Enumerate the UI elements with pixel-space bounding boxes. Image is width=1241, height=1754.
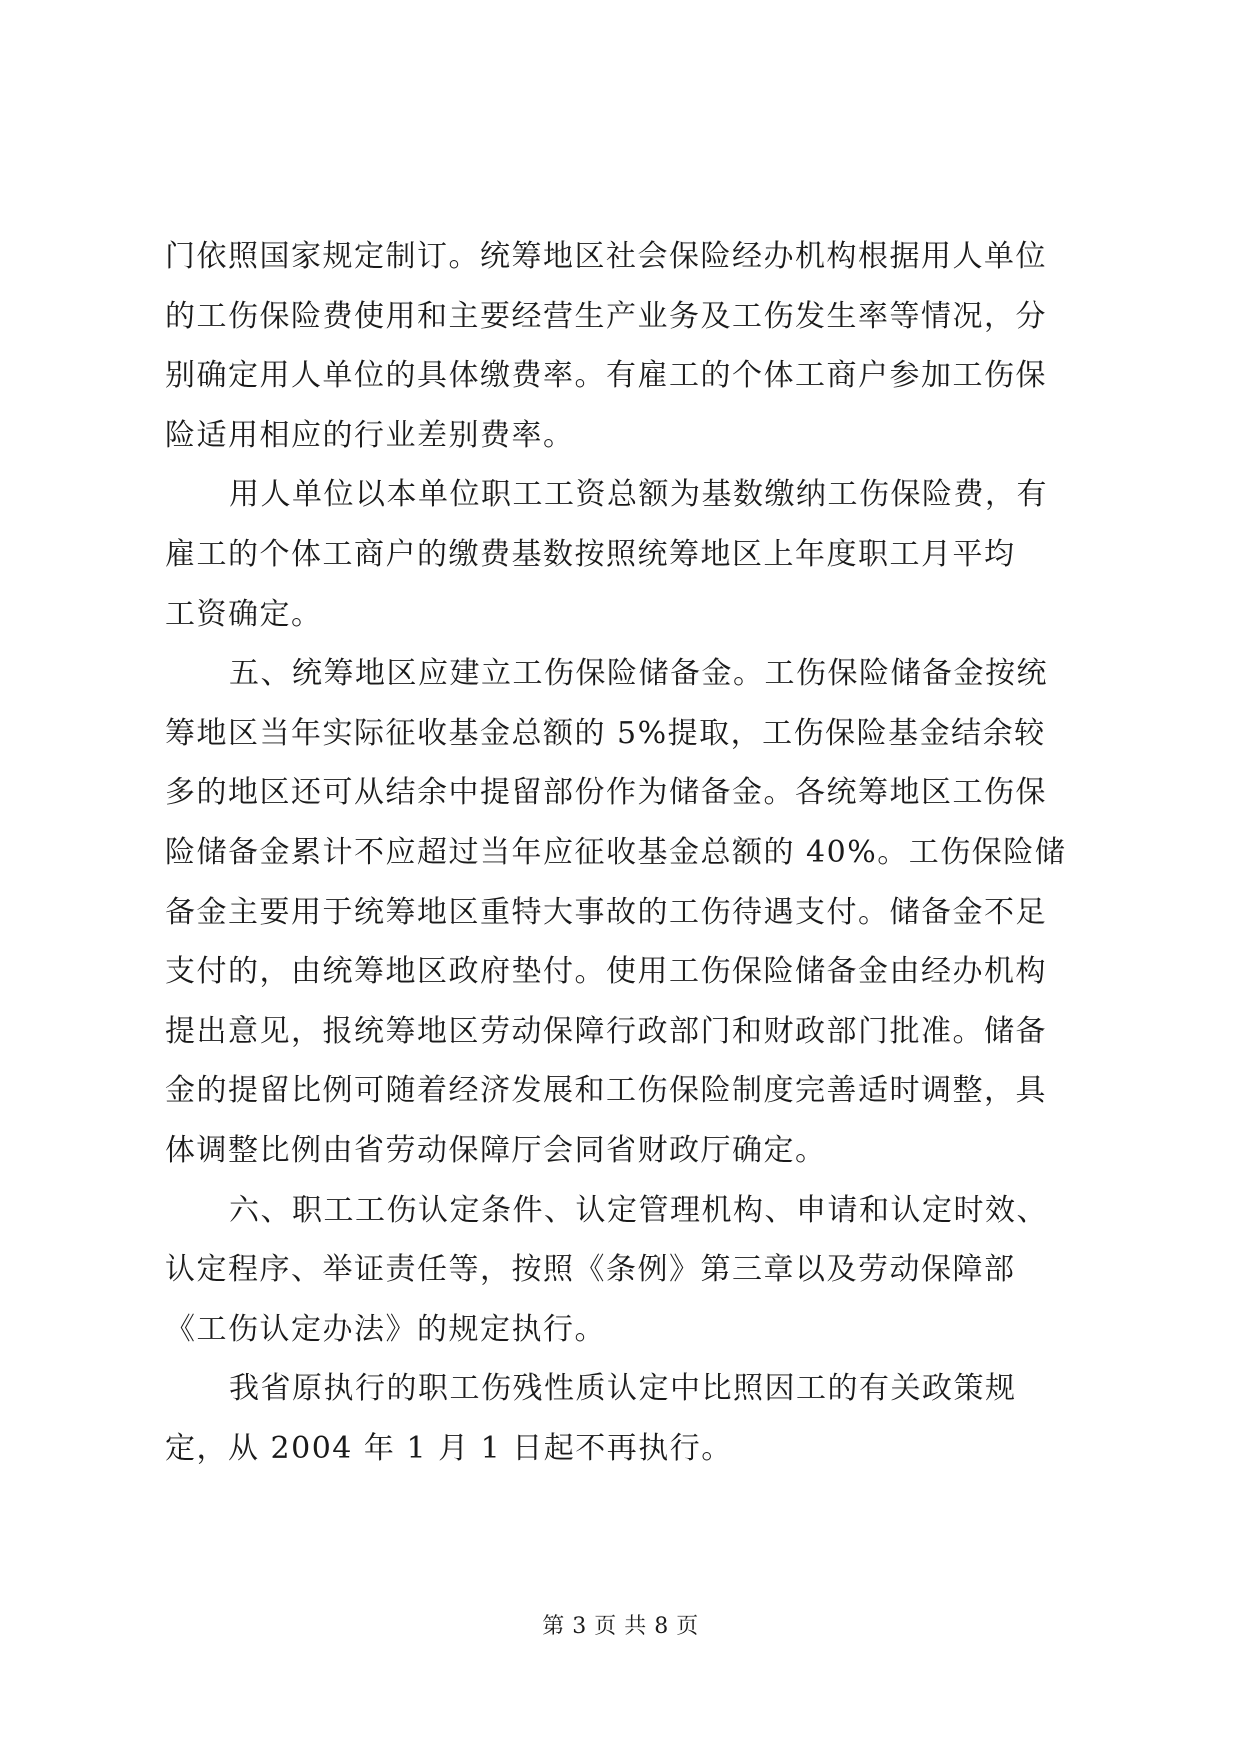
text-line: 的工伤保险费使用和主要经营生产业务及工伤发生率等情况，分	[165, 298, 1047, 334]
page-number-footer: 第 3 页 共 8 页	[542, 1614, 699, 1639]
text-line: 金的提留比例可随着经济发展和工伤保险制度完善适时调整，具	[165, 1073, 1047, 1109]
text-line: 五、统筹地区应建立工伤保险储备金。工伤保险储备金按统	[229, 656, 1048, 692]
text-line: 定，从 2004 年 1 月 1 日起不再执行。	[165, 1430, 733, 1466]
body-text	[165, 227, 1075, 1478]
text-line: 备金主要用于统筹地区重特大事故的工伤待遇支付。储备金不足	[165, 894, 1047, 930]
text-line: 工资确定。	[165, 596, 323, 632]
text-line: 体调整比例由省劳动保障厅会同省财政厅确定。	[165, 1132, 827, 1168]
paragraph-rate-determination	[165, 227, 1075, 465]
text-line: 险适用相应的行业差别费率。	[165, 417, 575, 453]
text-line: 门依照国家规定制订。统筹地区社会保险经办机构根据用人单位	[165, 239, 1047, 274]
paragraph-policy-repeal	[165, 1359, 1075, 1478]
text-line: 雇工的个体工商户的缴费基数按照统筹地区上年度职工月平均	[165, 536, 1016, 572]
text-line: 六、职工工伤认定条件、认定管理机构、申请和认定时效、	[229, 1192, 1048, 1228]
text-line: 《工伤认定办法》的规定执行。	[165, 1311, 606, 1347]
text-line: 险储备金累计不应超过当年应征收基金总额的 40%。工伤保险储	[165, 834, 1067, 870]
text-line: 多的地区还可从结余中提留部份作为储备金。各统筹地区工伤保	[165, 775, 1047, 811]
paragraph-section-five-reserve	[165, 644, 1075, 1180]
text-line: 别确定用人单位的具体缴费率。有雇工的个体工商户参加工伤保	[165, 358, 1047, 394]
paragraph-section-six-identification	[165, 1181, 1075, 1360]
text-line: 支付的，由统筹地区政府垫付。使用工伤保险储备金由经办机构	[165, 954, 1047, 990]
text-line: 提出意见，报统筹地区劳动保障行政部门和财政部门批准。储备	[165, 1013, 1047, 1049]
text-line: 用人单位以本单位职工工资总额为基数缴纳工伤保险费，有	[229, 477, 1048, 513]
paragraph-payment-base	[165, 465, 1075, 644]
text-line: 我省原执行的职工伤残性质认定中比照因工的有关政策规	[229, 1371, 1017, 1407]
text-line: 筹地区当年实际征收基金总额的 5%提取，工伤保险基金结余较	[165, 715, 1046, 751]
text-line: 认定程序、举证责任等，按照《条例》第三章以及劳动保障部	[165, 1252, 1016, 1288]
